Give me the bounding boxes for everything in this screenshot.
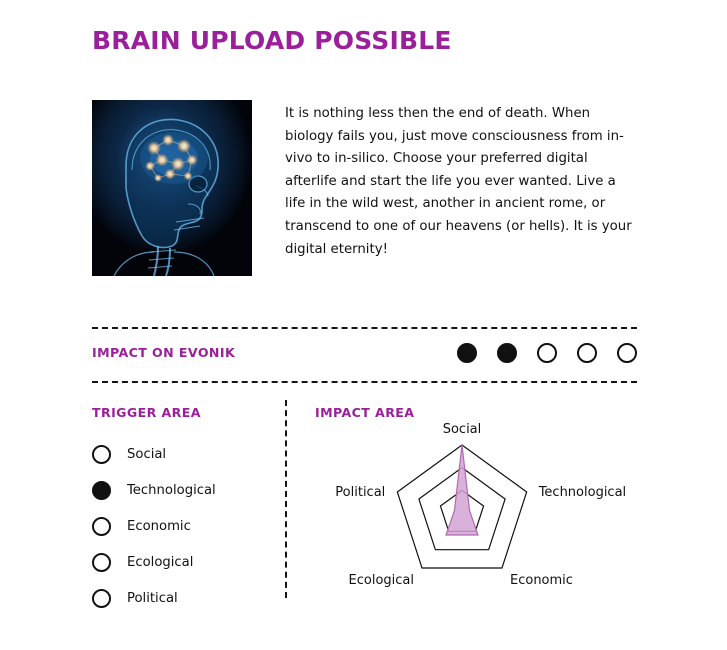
impact-rating-dot-1[interactable] <box>457 343 477 363</box>
trigger-item-label: Social <box>127 446 167 462</box>
radio-circle-icon[interactable] <box>92 553 111 572</box>
impact-rating-dot-4[interactable] <box>577 343 597 363</box>
trigger-item-label: Ecological <box>127 554 194 570</box>
trigger-item-technological[interactable] <box>92 472 272 508</box>
trigger-item-ecological[interactable] <box>92 544 272 580</box>
radio-circle-icon[interactable] <box>92 517 111 536</box>
trigger-item-label: Economic <box>127 518 191 534</box>
radar-series-polygon <box>446 445 478 535</box>
body-text: It is nothing less then the end of death. When biology fails you, just move consciousness from in-vivo to in-silico. Choose your preferred digital afterlife and start the life you ever wanted. Live a life in the wild west, another in ancient rome, or transcend to one of our heavens (or hells). It is your digital eternity! <box>285 106 632 257</box>
impact-area-title: IMPACT AREA <box>315 405 415 420</box>
trigger-item-label: Technological <box>127 482 216 498</box>
trigger-item-economic[interactable] <box>92 508 272 544</box>
radar-axis-label: Ecological <box>348 573 414 588</box>
impact-on-evonik-band <box>92 327 637 383</box>
radar-axis-label: Technological <box>538 485 627 500</box>
brain-xray-image <box>92 100 252 276</box>
impact-rating[interactable] <box>457 343 637 363</box>
impact-rating-dot-2[interactable] <box>497 343 517 363</box>
impact-area-radar-chart <box>310 422 650 610</box>
trigger-item-social[interactable] <box>92 436 272 472</box>
page-title: BRAIN UPLOAD POSSIBLE <box>92 26 452 55</box>
radio-circle-icon[interactable] <box>92 481 111 500</box>
radar-axis-labels <box>335 422 626 588</box>
radio-circle-icon[interactable] <box>92 445 111 464</box>
trigger-item-label: Political <box>127 590 178 606</box>
impact-rating-dot-3[interactable] <box>537 343 557 363</box>
trigger-item-political[interactable] <box>92 580 272 616</box>
section-divider <box>285 400 287 598</box>
impact-rating-dot-5[interactable] <box>617 343 637 363</box>
impact-on-evonik-label: IMPACT ON EVONIK <box>92 345 236 360</box>
trigger-area-list <box>92 436 272 616</box>
radar-axis-label: Political <box>335 485 386 500</box>
trigger-area-title: TRIGGER AREA <box>92 405 201 420</box>
radio-circle-icon[interactable] <box>92 589 111 608</box>
radar-axis-label: Social <box>442 422 482 437</box>
radar-axis-label: Economic <box>510 573 573 588</box>
